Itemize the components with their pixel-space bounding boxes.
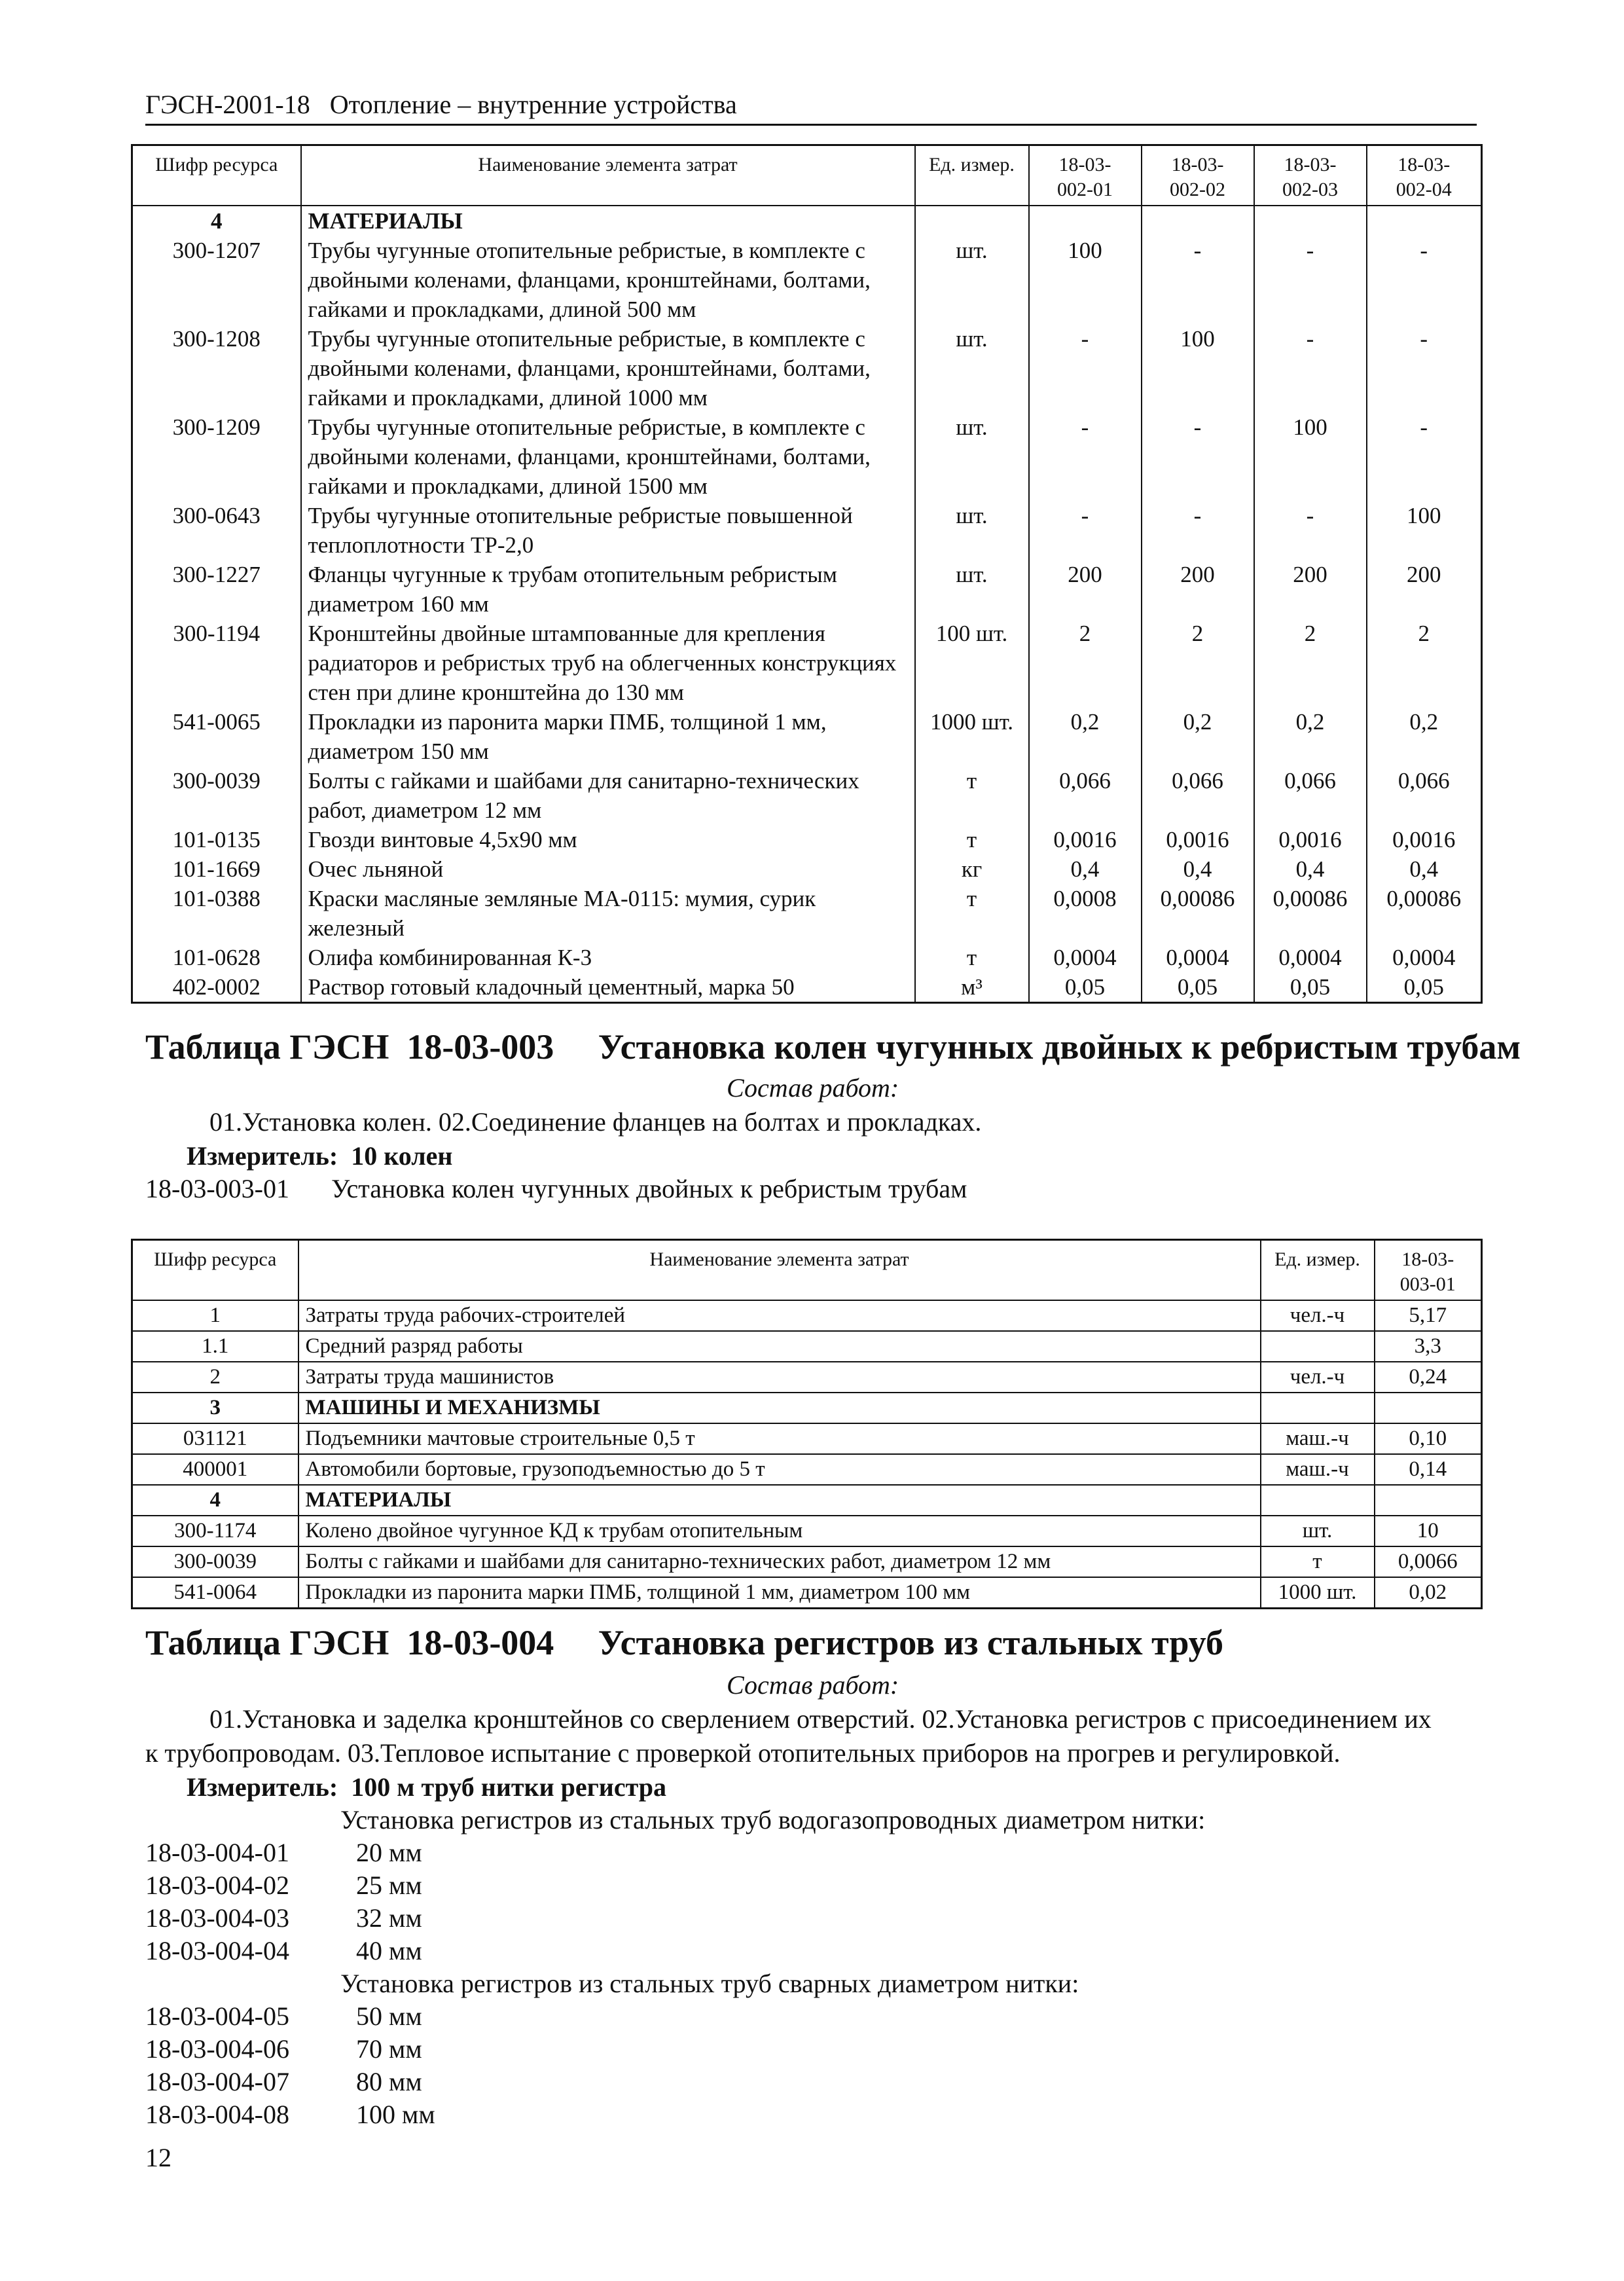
table-name: Установка колен чугунных двойных к ребристым трубам (598, 1027, 1521, 1067)
norm-value: 2 (1254, 619, 1367, 707)
norm-value: 0,0004 (1254, 943, 1367, 972)
resource-code: 300-1174 (132, 1516, 298, 1546)
table-row (132, 825, 1482, 854)
norm-item (145, 1837, 422, 1870)
resource-name: Олифа комбинированная К-3 (301, 943, 915, 972)
norm-value: 0,4 (1367, 854, 1482, 884)
group-heading-2: Установка регистров из стальных труб сварных диаметром нитки: (340, 1969, 1079, 1998)
column-header-norm-01: 18-03- 002-01 (1029, 145, 1142, 206)
norm-value: 0,00086 (1254, 884, 1367, 943)
table-row (132, 501, 1482, 560)
norm-item-code: 18-03-004-07 (145, 2067, 289, 2096)
norm-value: 0,0016 (1367, 825, 1482, 854)
table-row (132, 707, 1482, 766)
resource-code: 101-0628 (132, 943, 301, 972)
norm-item (145, 1173, 967, 1204)
norm-value: - (1367, 412, 1482, 501)
norm-value: 0,0008 (1029, 884, 1142, 943)
resource-name: Фланцы чугунные к трубам отопительным ребристым диаметром 160 мм (301, 560, 915, 619)
norm-value: - (1142, 501, 1254, 560)
column-header-name: Наименование элемента затрат (298, 1240, 1261, 1301)
resource-code: 300-1194 (132, 619, 301, 707)
resource-unit (1261, 1485, 1375, 1516)
table-name: Установка регистров из стальных труб (598, 1623, 1223, 1662)
norm-item-list-1 (145, 1837, 422, 1968)
norm-item-code: 18-03-004-01 (145, 1838, 289, 1867)
resource-code: 300-1227 (132, 560, 301, 619)
column-header-name: Наименование элемента затрат (301, 145, 915, 206)
resource-name: Затраты труда рабочих-строителей (298, 1300, 1261, 1331)
norm-value (1375, 1485, 1482, 1516)
norm-item-code: 18-03-003-01 (145, 1174, 289, 1203)
norm-value: 100 (1142, 324, 1254, 412)
norm-value: - (1029, 324, 1142, 412)
norm-value: 3,3 (1375, 1331, 1482, 1362)
norm-value: 2 (1367, 619, 1482, 707)
norm-item (145, 2099, 435, 2132)
norm-item (145, 1903, 422, 1935)
resource-name: Раствор готовый кладочный цементный, марка 50 (301, 972, 915, 1003)
resource-unit: маш.-ч (1261, 1423, 1375, 1454)
norm-value: - (1367, 236, 1482, 324)
resource-code: 1 (132, 1300, 298, 1331)
norm-value: 100 (1367, 501, 1482, 560)
norm-value: - (1029, 412, 1142, 501)
works-heading: Состав работ: (727, 1073, 899, 1103)
column-header-unit: Ед. измер. (1261, 1240, 1375, 1301)
norm-value: 0,0004 (1142, 943, 1254, 972)
resource-name: Очес льняной (301, 854, 915, 884)
table-row (132, 412, 1482, 501)
column-header-norm-01: 18-03- 003-01 (1375, 1240, 1482, 1301)
table-row (132, 884, 1482, 943)
column-header-norm-04: 18-03- 002-04 (1367, 145, 1482, 206)
resource-code: 541-0064 (132, 1577, 298, 1609)
norm-value: 0,05 (1029, 972, 1142, 1003)
norm-value: - (1254, 236, 1367, 324)
norm-value: 0,066 (1254, 766, 1367, 825)
resource-code: 402-0002 (132, 972, 301, 1003)
group-heading-1: Установка регистров из стальных труб водогазопроводных диаметром нитки: (340, 1805, 1206, 1834)
norm-value: 0,2 (1254, 707, 1367, 766)
resource-unit: 100 шт. (915, 619, 1029, 707)
norm-item-code: 18-03-004-03 (145, 1903, 289, 1933)
resource-name: Прокладки из паронита марки ПМБ, толщиной 1 мм, диаметром 100 мм (298, 1577, 1261, 1609)
norm-value: 0,05 (1254, 972, 1367, 1003)
resource-code: 101-0135 (132, 825, 301, 854)
column-header-code: Шифр ресурса (132, 1240, 298, 1301)
table-row (132, 972, 1482, 1003)
table-row (132, 766, 1482, 825)
norm-value: 0,066 (1029, 766, 1142, 825)
table-row (132, 560, 1482, 619)
resource-code: 1.1 (132, 1331, 298, 1362)
table-number: Таблица ГЭСН 18-03-003 (145, 1027, 554, 1067)
works-description: 01.Установка колен. 02.Соединение фланцев на болтах и прокладках. (209, 1107, 982, 1137)
norm-value: 0,2 (1367, 707, 1482, 766)
norm-item (145, 2066, 435, 2099)
resource-name: Болты с гайками и шайбами для санитарно-технических работ, диаметром 12 мм (298, 1546, 1261, 1577)
resource-name: МАТЕРИАЛЫ (298, 1485, 1261, 1516)
resource-code: 541-0065 (132, 707, 301, 766)
table-title-18-03-003 (145, 1027, 1521, 1067)
table-row (132, 1516, 1482, 1546)
norm-value: 0,00086 (1142, 884, 1254, 943)
table-row (132, 1300, 1482, 1331)
resource-unit: т (915, 943, 1029, 972)
norm-value: 5,17 (1375, 1300, 1482, 1331)
norm-value: 0,05 (1367, 972, 1482, 1003)
norm-value (1375, 1393, 1482, 1423)
norm-item (145, 2034, 435, 2066)
table-row (132, 619, 1482, 707)
norm-value: 0,02 (1375, 1577, 1482, 1609)
resource-unit: чел.-ч (1261, 1300, 1375, 1331)
norm-value: 0,0016 (1254, 825, 1367, 854)
norm-item-diameter: 70 мм (356, 2034, 422, 2064)
table-header-row (132, 145, 1482, 206)
resource-unit: чел.-ч (1261, 1362, 1375, 1393)
resource-name: Средний разряд работы (298, 1331, 1261, 1362)
works-heading: Состав работ: (727, 1670, 899, 1700)
norm-value: 100 (1029, 236, 1142, 324)
norm-value: - (1367, 324, 1482, 412)
resource-code: 031121 (132, 1423, 298, 1454)
norm-item-list-2 (145, 2001, 435, 2132)
norm-value: 2 (1029, 619, 1142, 707)
table-row (132, 854, 1482, 884)
resource-name: Автомобили бортовые, грузоподъемностью до 5 т (298, 1454, 1261, 1485)
norm-item-diameter: 100 мм (356, 2100, 435, 2129)
section-row (132, 1393, 1482, 1423)
norm-value: 10 (1375, 1516, 1482, 1546)
resource-name: Гвозди винтовые 4,5х90 мм (301, 825, 915, 854)
resource-code: 2 (132, 1362, 298, 1393)
column-header-unit: Ед. измер. (915, 145, 1029, 206)
norm-item-diameter: 25 мм (356, 1870, 422, 1900)
section-row (132, 1485, 1482, 1516)
norm-value: 0,14 (1375, 1454, 1482, 1485)
norm-value: - (1142, 236, 1254, 324)
resource-table-18-03-003 (131, 1239, 1483, 1609)
resource-name: Трубы чугунные отопительные ребристые, в комплекте с двойными коленами, фланцами, кронштейнами, болтами, гайками и прокладками, длиной 500 мм (301, 236, 915, 324)
meter-label: Измеритель: 10 колен (187, 1141, 453, 1171)
norm-value: 0,4 (1254, 854, 1367, 884)
page-number: 12 (145, 2143, 171, 2172)
norm-value: 0,0016 (1029, 825, 1142, 854)
resource-unit: 1000 шт. (915, 707, 1029, 766)
norm-value: 0,0004 (1367, 943, 1482, 972)
section-code: 4 (132, 206, 301, 236)
norm-item-code: 18-03-004-05 (145, 2001, 289, 2031)
column-header-code: Шифр ресурса (132, 145, 301, 206)
header-rule (145, 124, 1477, 126)
table-row (132, 1577, 1482, 1609)
norm-value: 0,0016 (1142, 825, 1254, 854)
norm-item-diameter: 50 мм (356, 2001, 422, 2031)
resource-name: Трубы чугунные отопительные ребристые, в комплекте с двойными коленами, фланцами, кронштейнами, болтами, гайками и прокладками, длиной 1000 мм (301, 324, 915, 412)
resource-name: Кронштейны двойные штампованные для крепления радиаторов и ребристых труб на облегченных конструкциях стен при длине кронштейна до 130 мм (301, 619, 915, 707)
resource-unit: шт. (915, 560, 1029, 619)
norm-value: 2 (1142, 619, 1254, 707)
resource-name: Колено двойное чугунное КД к трубам отопительным (298, 1516, 1261, 1546)
norm-value: 200 (1367, 560, 1482, 619)
resource-unit: м³ (915, 972, 1029, 1003)
norm-value: 0,0066 (1375, 1546, 1482, 1577)
norm-item-diameter: 20 мм (356, 1838, 422, 1867)
resource-code: 300-0039 (132, 1546, 298, 1577)
norm-item-diameter: 40 мм (356, 1936, 422, 1965)
norm-value: 0,0004 (1029, 943, 1142, 972)
resource-unit: т (915, 766, 1029, 825)
norm-item-diameter: 80 мм (356, 2067, 422, 2096)
resource-code: 300-0039 (132, 766, 301, 825)
norm-value: 200 (1254, 560, 1367, 619)
section-row (132, 206, 1482, 236)
norm-value: 100 (1254, 412, 1367, 501)
resource-name: Трубы чугунные отопительные ребристые, в комплекте с двойными коленами, фланцами, кронштейнами, болтами, гайками и прокладками, длиной 1500 мм (301, 412, 915, 501)
meter-label: Измеритель: 100 м труб нитки регистра (187, 1772, 666, 1802)
resource-unit: т (915, 825, 1029, 854)
norm-item (145, 1935, 422, 1968)
section-name: МАТЕРИАЛЫ (301, 206, 915, 236)
norm-value: 200 (1029, 560, 1142, 619)
norm-value: 0,066 (1367, 766, 1482, 825)
norm-value: 0,05 (1142, 972, 1254, 1003)
table-number: Таблица ГЭСН 18-03-004 (145, 1623, 554, 1662)
norm-item-diameter: 32 мм (356, 1903, 422, 1933)
norm-value: 0,2 (1142, 707, 1254, 766)
resource-unit (1261, 1331, 1375, 1362)
norm-value: 0,066 (1142, 766, 1254, 825)
resource-code: 300-1209 (132, 412, 301, 501)
norm-value: 0,2 (1029, 707, 1142, 766)
norm-item-code: 18-03-004-06 (145, 2034, 289, 2064)
document-code: ГЭСН-2001-18 (145, 90, 310, 119)
table-row (132, 1362, 1482, 1393)
norm-item-code: 18-03-004-04 (145, 1936, 289, 1965)
norm-item (145, 2001, 435, 2034)
resource-code: 300-1208 (132, 324, 301, 412)
resource-code: 400001 (132, 1454, 298, 1485)
resource-code: 3 (132, 1393, 298, 1423)
norm-value: 0,10 (1375, 1423, 1482, 1454)
resource-unit: 1000 шт. (1261, 1577, 1375, 1609)
resource-unit: шт. (1261, 1516, 1375, 1546)
resource-code: 101-0388 (132, 884, 301, 943)
norm-value: - (1142, 412, 1254, 501)
norm-item (145, 1870, 422, 1903)
table-row (132, 1331, 1482, 1362)
resource-name: Краски масляные земляные МА-0115: мумия, сурик железный (301, 884, 915, 943)
column-header-norm-02: 18-03- 002-02 (1142, 145, 1254, 206)
resource-code: 300-0643 (132, 501, 301, 560)
resource-unit: т (1261, 1546, 1375, 1577)
norm-value: - (1254, 324, 1367, 412)
norm-value: 0,24 (1375, 1362, 1482, 1393)
resource-unit: шт. (915, 236, 1029, 324)
works-description-line-1: 01.Установка и заделка кронштейнов со сверлением отверстий. 02.Установка регистров с присоединением их (209, 1704, 1432, 1734)
table-row (132, 1546, 1482, 1577)
table-row (132, 1423, 1482, 1454)
norm-value: 0,00086 (1367, 884, 1482, 943)
norm-value: - (1029, 501, 1142, 560)
resource-unit: шт. (915, 324, 1029, 412)
resource-code: 300-1207 (132, 236, 301, 324)
norm-value: 0,4 (1029, 854, 1142, 884)
resource-name: Болты с гайками и шайбами для санитарно-технических работ, диаметром 12 мм (301, 766, 915, 825)
resource-name: Затраты труда машинистов (298, 1362, 1261, 1393)
resource-name: Подъемники мачтовые строительные 0,5 т (298, 1423, 1261, 1454)
table-header-row (132, 1240, 1482, 1301)
norm-value: 0,4 (1142, 854, 1254, 884)
norm-value: - (1254, 501, 1367, 560)
works-description-line-2: к трубопроводам. 03.Тепловое испытание с проверкой отопительных приборов на прогрев и регулировкой. (145, 1738, 1341, 1768)
resource-table-18-03-002 (131, 144, 1483, 1004)
resource-unit: кг (915, 854, 1029, 884)
resource-name: Прокладки из паронита марки ПМБ, толщиной 1 мм, диаметром 150 мм (301, 707, 915, 766)
norm-item-code: 18-03-004-02 (145, 1870, 289, 1900)
table-title-18-03-004 (145, 1622, 1223, 1663)
table-row (132, 1454, 1482, 1485)
running-header (145, 89, 1477, 120)
resource-name: Трубы чугунные отопительные ребристые повышенной теплоплотности ТР-2,0 (301, 501, 915, 560)
resource-unit: т (915, 884, 1029, 943)
resource-unit: шт. (915, 412, 1029, 501)
table-row (132, 943, 1482, 972)
resource-unit: шт. (915, 501, 1029, 560)
resource-unit: маш.-ч (1261, 1454, 1375, 1485)
resource-name: МАШИНЫ И МЕХАНИЗМЫ (298, 1393, 1261, 1423)
resource-code: 101-1669 (132, 854, 301, 884)
norm-value: 200 (1142, 560, 1254, 619)
table-row (132, 236, 1482, 324)
table-row (132, 324, 1482, 412)
resource-unit (1261, 1393, 1375, 1423)
resource-code: 4 (132, 1485, 298, 1516)
norm-item-code: 18-03-004-08 (145, 2100, 289, 2129)
column-header-norm-03: 18-03- 002-03 (1254, 145, 1367, 206)
document-section-title: Отопление – внутренние устройства (329, 90, 737, 119)
norm-item-name: Установка колен чугунных двойных к ребристым трубам (331, 1174, 967, 1203)
